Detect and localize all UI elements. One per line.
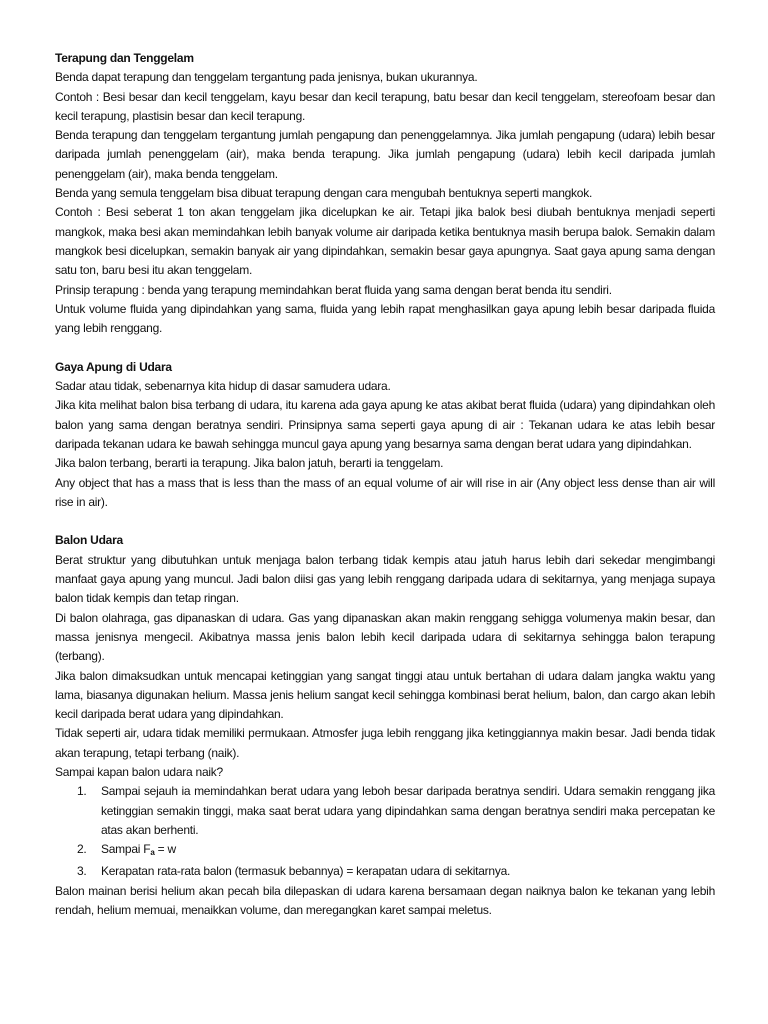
- list-item: [55, 782, 715, 840]
- list-item-text-post: = w: [154, 842, 176, 857]
- paragraph: Sadar atau tidak, sebenarnya kita hidup di dasar samudera udara.: [55, 379, 391, 394]
- closing-paragraph: Balon mainan berisi helium akan pecah bila dilepaskan di udara karena bersamaan degan naiknya balon ke tekanan yang lebih rendah, helium memuai, menaikkan volume, dan meregangkan karet sampai meletus.: [55, 883, 715, 918]
- list-number: 3.: [77, 864, 87, 879]
- section-terapung: [55, 49, 715, 338]
- paragraph: Jika balon terbang, berarti ia terapung. Jika balon jatuh, berarti ia tenggelam.: [55, 456, 444, 471]
- subscript: a: [150, 848, 155, 858]
- section-heading: Balon Udara: [55, 533, 123, 548]
- paragraph: Contoh : Besi besar dan kecil tenggelam, kayu besar dan kecil terapung, batu besar dan kecil tenggelam, stereofoam besar dan kecil terapung, plastisin besar dan kecil terapung.: [55, 89, 715, 123]
- paragraph: Jika balon dimaksudkan untuk mencapai ketinggian yang sangat tinggi atau untuk bertahan di udara dalam jangka waktu yang lama, biasanya digunakan helium. Massa jenis helium sangat kecil sehingga kombinasi berat helium, balon, dan cargo akan lebih kecil daripada berat udara yang dipindahkan.: [55, 668, 715, 722]
- paragraph: Jika kita melihat balon bisa terbang di udara, itu karena ada gaya apung ke atas akibat berat fluida (udara) yang dipindahkan oleh balon yang sama dengan beratnya sendiri. Prinsipnya sama seperti gaya apung di air : Tekanan udara ke atas lebih besar daripada tekanan udara ke bawah sehingga muncul gaya apung yang besarnya sama dengan berat udara yang dipindahkan.: [55, 398, 715, 451]
- paragraph: Prinsip terapung : benda yang terapung memindahkan berat fluida yang sama dengan berat benda itu sendiri.: [55, 282, 612, 297]
- list-item: [55, 862, 715, 881]
- paragraph: Benda terapung dan tenggelam tergantung jumlah pengapung dan penenggelamnya. Jika jumlah pengapung (udara) lebih besar daripada jumlah penenggelam (air), maka benda terapung. Jika jumlah pengapung (udara) lebih kecil daripada jumlah penenggelam (air), maka benda tenggelam.: [55, 128, 715, 181]
- section-gaya-apung-udara: [55, 358, 715, 512]
- paragraph: Berat struktur yang dibutuhkan untuk menjaga balon terbang tidak kempis atau jatuh harus lebih dari sekedar mengimbangi manfaat gaya apung yang muncul. Jadi balon diisi gas yang lebih renggang daripada udara di sekitarnya, yang menjaga supaya balon tidak kempis dan tetap ringan.: [55, 552, 715, 606]
- section-balon-udara: [55, 531, 715, 920]
- numbered-list: [55, 782, 715, 881]
- list-number: 1.: [77, 784, 87, 799]
- list-item-text: Sampai sejauh ia memindahkan berat udara yang leboh besar daripada beratnya sendiri. Udara semakin renggang jika ketinggian semakin tinggi, maka saat berat udara yang dipindahkan sama dengan beratnya sendiri maka percepatan ke atas akan berhenti.: [101, 784, 715, 837]
- list-number: 2.: [77, 842, 87, 857]
- section-heading: Terapung dan Tenggelam: [55, 51, 194, 65]
- paragraph: Benda yang semula tenggelam bisa dibuat terapung dengan cara mengubah bentuknya seperti mangkok.: [55, 186, 593, 201]
- paragraph: Untuk volume fluida yang dipindahkan yang sama, fluida yang lebih rapat menghasilkan gaya apung lebih besar daripada fluida yang lebih renggang.: [55, 301, 715, 336]
- paragraph: Tidak seperti air, udara tidak memiliki permukaan. Atmosfer juga lebih renggang jika ketinggiannya makin besar. Jadi benda tidak akan terapung, tetapi terbang (naik).: [55, 726, 715, 760]
- section-heading: Gaya Apung di Udara: [55, 359, 172, 374]
- paragraph: Any object that has a mass that is less than the mass of an equal volume of air will rise in air (Any object less dense than air will rise in air).: [55, 475, 715, 509]
- list-item-text-pre: Sampai F: [101, 842, 151, 857]
- paragraph: Benda dapat terapung dan tenggelam tergantung pada jenisnya, bukan ukurannya.: [55, 70, 478, 85]
- list-item-text: Kerapatan rata-rata balon (termasuk bebannya) = kerapatan udara di sekitarnya.: [101, 864, 511, 879]
- document-page: [55, 49, 715, 920]
- paragraph: Sampai kapan balon udara naik?: [55, 764, 223, 779]
- list-item: [55, 840, 715, 862]
- paragraph: Di balon olahraga, gas dipanaskan di udara. Gas yang dipanaskan akan makin renggang sehigga volumenya makin besar, dan massa jenisnya mengecil. Akibatnya massa jenis balon lebih kecil daripada udara di sekitarnya sehingga balon terapung (terbang).: [55, 610, 715, 664]
- paragraph: Contoh : Besi seberat 1 ton akan tenggelam jika dicelupkan ke air. Tetapi jika balok besi diubah bentuknya menjadi seperti mangkok, maka besi akan memindahkan lebih banyak volume air daripada ketika bentuknya masih berupa balok. Semakin dalam mangkok besi dicelupkan, semakin banyak air yang dipindahkan, semakin besar gaya apungnya. Saat gaya apung sama dengan satu ton, baru besi itu akan tenggelam.: [55, 205, 715, 278]
